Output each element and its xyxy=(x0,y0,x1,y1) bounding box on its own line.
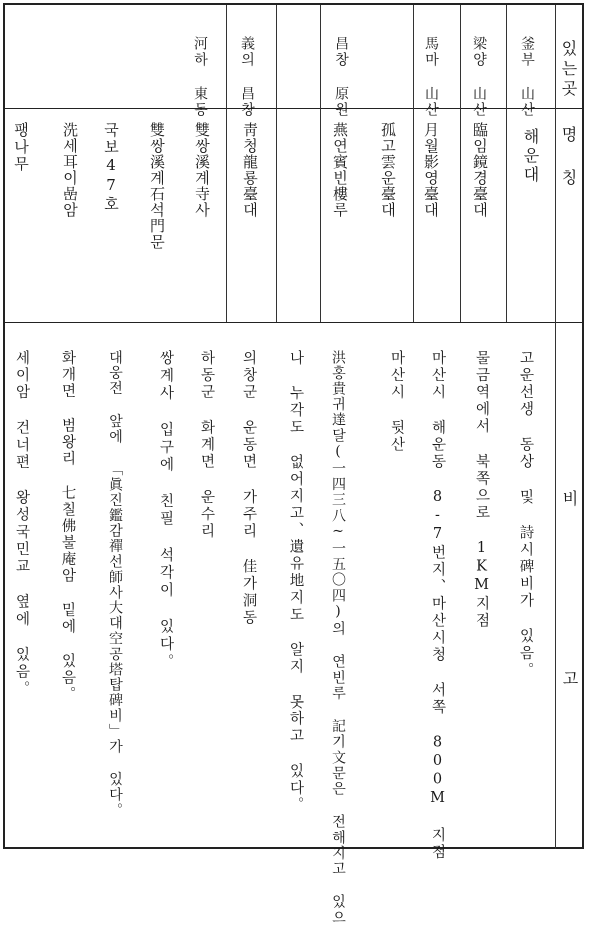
divider-name-remarks xyxy=(3,322,584,323)
row-name: 燕연賓빈樓루 xyxy=(331,122,349,218)
row-note: 마산시 해운동 8-7번지、마산시청 서쪽 800M 지점 xyxy=(429,350,446,861)
row-location: 釜부 山산 xyxy=(519,36,535,118)
header-name: 명 칭 xyxy=(559,126,578,189)
row-location: 河하 東동 xyxy=(192,36,208,118)
row-note: 세이암 건너편 왕성국민교 옆에 있음。 xyxy=(13,350,30,698)
row-separator xyxy=(460,5,461,322)
row-name: 雙쌍溪계石석門문 xyxy=(148,122,166,250)
row-note: 하동군 화계면 운수리 xyxy=(198,350,215,540)
header-location: 있는곳 xyxy=(559,40,578,100)
row-note: 마산시 뒷산 xyxy=(388,350,405,454)
row-name: 팽나무 xyxy=(12,122,30,173)
row-location: 昌창 原원 xyxy=(333,36,349,118)
row-name: 臨임鏡경臺대 xyxy=(471,122,489,218)
row-note: 洪홍貴귀達달(一四三八~一五〇四)의 연빈루 記기文문은 전해지고 있으 xyxy=(330,350,346,926)
row-note: 물금역에서 북쪽으로 1KM지점 xyxy=(473,350,490,630)
row-location: 馬마 山산 xyxy=(423,36,439,118)
row-note-continued: 나 누각도 없어지고、遺유地지도 알지 못하고 있다。 xyxy=(287,350,304,814)
row-separator xyxy=(226,5,227,322)
row-name: 靑청龍룡臺대 xyxy=(241,122,259,218)
row-note: 의창군 운동면 가주리 佳가洞동 xyxy=(240,350,257,627)
divider-location-name xyxy=(3,108,584,109)
row-note: 대웅전 앞에 「眞진鑑감禪선師사大대空공塔탑碑비」가 있다。 xyxy=(107,350,123,818)
row-name: 洗세耳이嵒암 xyxy=(61,122,79,218)
row-name: 해운대 xyxy=(521,128,540,185)
header-column-line xyxy=(555,5,556,849)
row-separator xyxy=(506,5,507,322)
row-note: 고운선생 동상 및 詩시碑비가 있음。 xyxy=(517,350,534,679)
row-note: 쌍계사 입구에 친필 석각이 있다。 xyxy=(157,350,174,671)
header-remark-1: 비 xyxy=(560,490,579,510)
row-name: 국보47호 xyxy=(102,122,120,213)
row-name: 雙쌍溪계寺사 xyxy=(193,122,211,218)
row-location: 義의 昌창 xyxy=(239,36,255,118)
row-name: 孤고雲운臺대 xyxy=(379,122,397,218)
header-remark-2: 고 xyxy=(560,670,579,690)
row-separator xyxy=(276,5,277,322)
row-note: 화개면 범왕리 七칠佛불庵암 밑에 있음。 xyxy=(59,350,76,703)
row-separator xyxy=(320,5,321,322)
row-name: 月월影영臺대 xyxy=(422,122,440,218)
row-location: 梁양 山산 xyxy=(471,36,487,118)
row-separator xyxy=(413,5,414,322)
